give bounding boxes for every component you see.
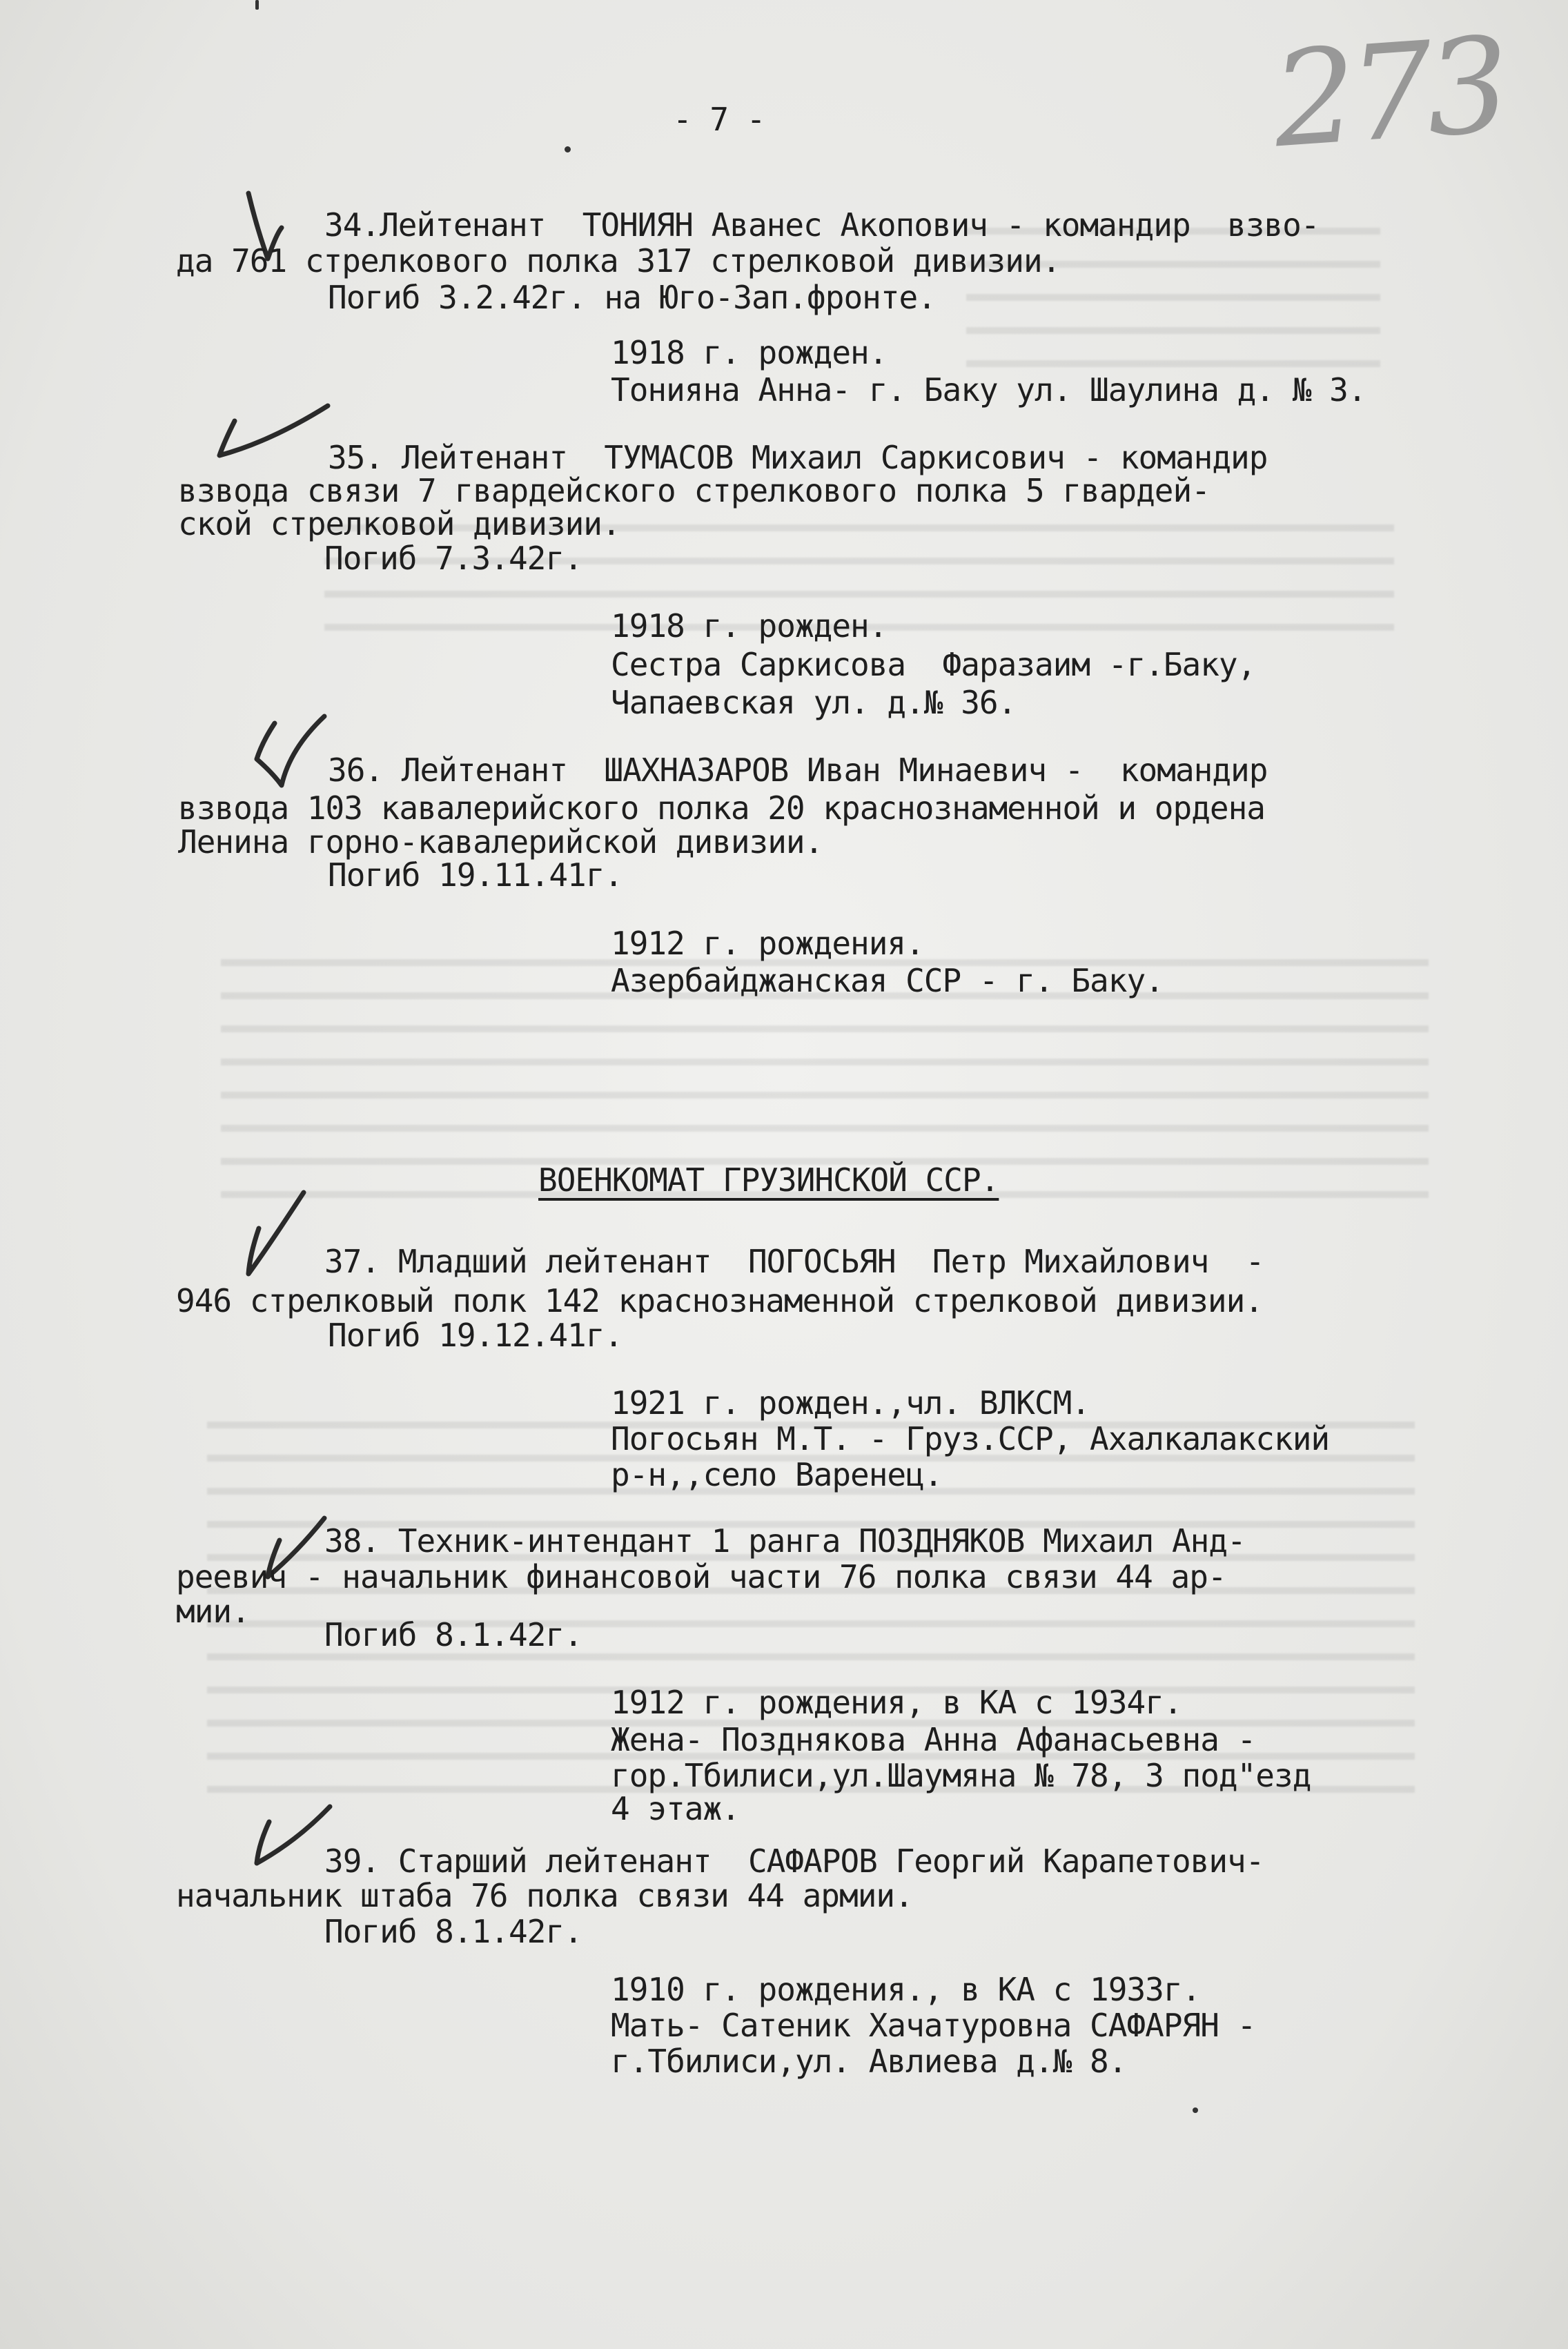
entry-38-birth-year: 1912 г. рождения, в КА с 1934г. <box>611 1684 1182 1721</box>
folio-number: 273 <box>1268 8 1508 177</box>
entry-39-relative-address: г.Тбилиси,ул. Авлиева д.№ 8. <box>611 2043 1127 2080</box>
check-mark-icon <box>219 406 328 455</box>
entry-34-relative-address: Тонияна Анна- г. Баку ул. Шаулина д. № 3. <box>611 371 1366 409</box>
entry-39-relative: Мать- Сатеник Хачатуровна САФАРЯН - <box>611 2007 1256 2044</box>
entry-39-birth-year: 1910 г. рождения., в КА с 1933г. <box>611 1971 1201 2008</box>
entry-35-relative-address: Чапаевская ул. д.№ 36. <box>611 684 1017 721</box>
entry-38-line-3: мии. <box>176 1593 250 1630</box>
entry-34-birth-year: 1918 г. рожден. <box>611 334 888 371</box>
entry-38-relative-address: гор.Тбилиси,ул.Шаумяна № 78, 3 под"езд <box>611 1757 1311 1794</box>
entry-35-line-1: 35. Лейтенант ТУМАСОВ Михаил Саркисович - командир <box>328 439 1268 476</box>
check-mark-icon <box>257 716 324 785</box>
entry-34-line-3: Погиб 3.2.42г. на Юго-Зап.фронте. <box>328 279 936 316</box>
check-mark-icon <box>248 1192 304 1274</box>
entry-37-line-1: 37. Младший лейтенант ПОГОСЬЯН Петр Михайлович - <box>324 1243 1264 1280</box>
entry-36-line-2: взвода 103 кавалерийского полка 20 краснознаменной и ордена <box>178 789 1265 827</box>
entry-35-birth-year: 1918 г. рожден. <box>611 607 888 645</box>
entry-35-line-2: взвода связи 7 гвардейского стрелкового полка 5 гвардей- <box>178 472 1210 509</box>
entry-38-line-1: 38. Техник-интендант 1 ранга ПОЗДНЯКОВ Михаил Анд- <box>324 1522 1246 1560</box>
dust-speck <box>565 146 571 153</box>
entry-37-birth-year: 1921 г. рожден.,чл. ВЛКСМ. <box>611 1384 1090 1422</box>
entry-34-line-1: 34.Лейтенант ТОНИЯН Аванес Акопович - командир взво- <box>324 206 1320 244</box>
entry-37-relative: Погосьян М.Т. - Груз.ССР, Ахалкалакский <box>611 1420 1330 1457</box>
section-heading: ВОЕНКОМАТ ГРУЗИНСКОЙ ССР. <box>538 1161 999 1199</box>
entry-35-line-4: Погиб 7.3.42г. <box>324 540 582 577</box>
entry-36-line-1: 36. Лейтенант ШАХНАЗАРОВ Иван Минаевич - командир <box>328 751 1268 789</box>
entry-36-line-4: Погиб 19.11.41г. <box>328 856 623 894</box>
entry-36-birth-year: 1912 г. рождения. <box>611 925 924 962</box>
entry-38-relative: Жена- Позднякова Анна Афанасьевна - <box>611 1721 1256 1758</box>
entry-36-line-3: Ленина горно-кавалерийской дивизии. <box>178 823 823 861</box>
entry-38-line-2: реевич - начальник финансовой части 76 полка связи 44 ар- <box>176 1558 1226 1595</box>
entry-35-line-3: ской стрелковой дивизии. <box>178 505 620 542</box>
entry-37-line-2: 946 стрелковый полк 142 краснознаменной стрелковой дивизии. <box>176 1282 1263 1319</box>
entry-38-line-4: Погиб 8.1.42г. <box>324 1616 582 1653</box>
entry-39-line-3: Погиб 8.1.42г. <box>324 1913 582 1950</box>
entry-34-line-2: да 761 стрелкового полка 317 стрелковой дивизии. <box>176 242 1061 279</box>
dust-speck <box>1193 2107 1198 2113</box>
page-number: - 7 - <box>673 101 765 138</box>
dust-speck <box>255 0 259 10</box>
entry-36-relative-address: Азербайджанская ССР - г. Баку. <box>611 962 1164 999</box>
check-mark-icon <box>257 1807 330 1863</box>
entry-39-line-1: 39. Старший лейтенант САФАРОВ Георгий Карапетович- <box>324 1842 1264 1880</box>
entry-37-relative-address: р-н,,село Варенец. <box>611 1456 943 1493</box>
entry-35-relative: Сестра Саркисова Фаразаим -г.Баку, <box>611 646 1256 683</box>
entry-37-line-3: Погиб 19.12.41г. <box>328 1317 623 1354</box>
entry-38-floor: 4 этаж. <box>611 1790 740 1827</box>
entry-39-line-2: начальник штаба 76 полка связи 44 армии. <box>176 1877 913 1914</box>
